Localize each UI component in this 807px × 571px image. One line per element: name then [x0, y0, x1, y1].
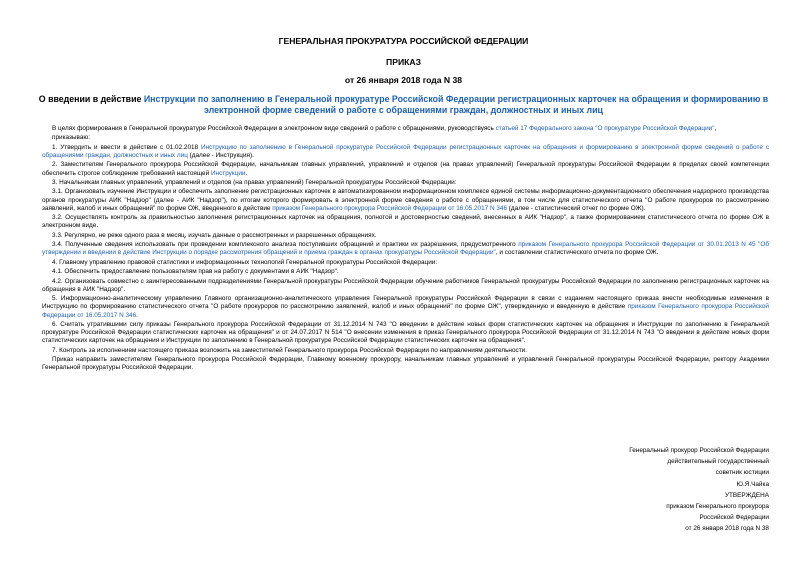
paragraph-3-2: 3.2. Осуществлять контроль за правильностью заполнения регистрационных карточек на обращения, полнотой и достоверностью сведений, внесенных в АИК "Надзор", а также формированием статистического отчета по форме ОЖ в электронном виде. — [42, 214, 769, 230]
text-run: В целях формирования в Генеральной прокуратуре Российской Федерации в электронном виде сведений о работе с обращениями, руководствуясь — [52, 125, 496, 132]
paragraph-4-2: 4.2. Организовать совместно с заинтересованными подразделениями Генеральной прокуратуры Российской Федерации обучение работников Генеральной прокуратуры Российской Федерации по заполнению регистрационных карточек на обращения в АИК "Надзор". — [42, 277, 769, 293]
paragraph-3-1 — [42, 188, 769, 213]
approval-line-2: Российской Федерации — [699, 514, 769, 522]
signatory-rank-line-1: действительный государственный — [667, 458, 769, 466]
text-run: . — [136, 311, 138, 319]
document-date-number: от 26 января 2018 года N 38 — [344, 75, 463, 85]
paragraph-2 — [42, 161, 769, 177]
title-prefix: О введении в действие — [38, 94, 144, 104]
text-run: (далее - Инструкция). — [187, 151, 254, 159]
approval-stamp: УТВЕРЖДЕНА — [724, 491, 769, 499]
text-run: . — [245, 169, 248, 177]
approval-line-1: приказом Генерального прокурора — [666, 503, 769, 511]
text-run: , и составлении статистического отчета по форме ОЖ. — [495, 249, 659, 257]
title-instruction-link[interactable]: Инструкции по заполнению в Генеральной прокуратуре Российской Федерации регистрационных карточек на обращения и формированию в электронной форме сведений о работе с обращениями граждан, должностных и иных лиц — [143, 94, 769, 115]
text-run: 3.4. Полученные сведения использовать при проведении комплексного анализа поступивших обращений и практики их разрешения, предусмотренного — [52, 241, 519, 249]
paragraph-3-4 — [42, 241, 769, 257]
paragraph-5 — [42, 295, 769, 320]
text-run: 1. Утвердить и ввести в действие с 01.02.2018 — [52, 143, 202, 151]
text-run: 3.1. Организовать изучение Инструкции и обеспечить заполнение регистрационных карточек в автоматизированном информационном комплексе единой системы информационно-документационного обеспечения надзорного производства органов прокуратуры АИК "Надзор" (далее - АИК "Надзор"), по итогам которого формировать в электронной форме сведения о работе с обращениями, в том числе для статистического отчета "О работе прокуроров по рассмотрению заявлений, жалоб и иных обращений" по форме ОЖ, введенного в действие — [42, 188, 769, 212]
document-type-heading: ПРИКАЗ — [386, 57, 421, 67]
paragraph-order-word: приказываю: — [52, 134, 90, 142]
signatory-rank-line-2: советник юстиции — [715, 469, 769, 477]
order-45-link[interactable]: приказом Генерального прокурора Российской Федерации от 30.01.2013 N 45 "Об утверждении и введении в действие Инструкции о порядке рассмотрения обращений и приема граждан в органах прокуратуры Российской Федерации" — [42, 241, 769, 257]
paragraph-4-1: 4.1. Обеспечить предоставление пользователям прав на работу с документами в АИК "Надзор". — [52, 268, 339, 276]
document-title — [30, 94, 777, 116]
paragraph-7: 7. Контроль за исполнением настоящего приказа возложить на заместителей Генерального прокурора Российской Федерации по направлениям деятельности. — [52, 346, 527, 354]
paragraph-distribution: Приказ направить заместителям Генерального прокурора Российской Федерации, Главному военному прокурору, начальникам главных управлений и управлений Генеральной прокуратуры Российской Федерации, ректору Академии Генеральной прокуратуры Российской Федерации. — [42, 356, 769, 372]
signature-block — [629, 445, 769, 535]
text-run: (далее - статистический отчет по форме ОЖ). — [507, 204, 646, 212]
instruction-link[interactable]: Инструкцию по заполнению в Генеральной прокуратуре Российской Федерации регистрационных карточек на обращения и формированию в электронной форме сведений о работе с обращениями граждан, должностных и иных лиц — [42, 143, 769, 159]
order-346-link-2[interactable]: приказом Генерального прокурора Российской Федерации от 16.05.2017 N 346 — [42, 303, 769, 319]
paragraph-3: 3. Начальникам главных управлений, управлений и отделов (на правах управлений) Генеральной прокуратуры Российской Федерации: — [52, 178, 457, 186]
text-run: 5. Информационно-аналитическому управлению Главного организационно-аналитического управления Генеральной прокуратуры Российской Федерации в связи с изданием настоящего приказа внести необходимые изменения в Инструкцию по формированию статистического отчета "О работе прокуроров по рассмотрению заявлений, жалоб и иных обращений" по форме ОЖ", утвержденную и введенную в действие — [42, 295, 769, 311]
paragraph-6: 6. Считать утратившими силу приказы Генерального прокурора Российской Федерации от 31.12.2014 N 743 "О введении в действие новых форм статистических карточек на обращения и Инструкции по заполнению в Генеральной прокуратуре Российской Федерации статистических карточек на обращения" и от 24.07.2017 N 514 "О внесении изменения в приказ Генерального прокурора Российской Федерации от 31.12.2014 N 743 "О введении в действие новых форм статистических карточек на обращения и Инструкции по заполнению в Генеральной прокуратуре Российской Федерации статистических карточек на обращения". — [42, 320, 769, 345]
law-article-link[interactable]: статьей 17 Федерального закона "О прокуратуре Российской Федерации" — [495, 125, 715, 132]
paragraph-4: 4. Главному управлению правовой статистики и информационных технологий Генеральной прокуратуры Российской Федерации: — [52, 258, 438, 266]
order-346-link[interactable]: приказом Генерального прокурора Российской Федерации от 16.05.2017 N 346 — [272, 204, 508, 212]
paragraph-1 — [42, 144, 769, 160]
text-run: 2. Заместителям Генерального прокурора Российской Федерации, начальникам главных управлений, управлений и отделов (на правах управлений) Генеральной прокуратуры Российской Федерации в пределах своей компетенции обеспечить строгое соблюдение требований настоящей — [42, 161, 769, 177]
paragraph-preamble — [42, 125, 769, 133]
document-body — [42, 125, 769, 374]
organization-heading: ГЕНЕРАЛЬНАЯ ПРОКУРАТУРА РОССИЙСКОЙ ФЕДЕРАЦИИ — [278, 36, 529, 46]
text-run: , — [714, 125, 717, 132]
approval-date: от 26 января 2018 года N 38 — [685, 525, 769, 533]
signatory-name: Ю.Я.Чайка — [736, 480, 769, 488]
instruction-short-link[interactable]: Инструкции — [210, 169, 246, 177]
paragraph-3-3: 3.3. Регулярно, не реже одного раза в месяц, изучать данные о рассмотренных и разрешенных обращениях. — [52, 231, 377, 239]
signatory-position: Генеральный прокурор Российской Федерации — [629, 447, 769, 454]
